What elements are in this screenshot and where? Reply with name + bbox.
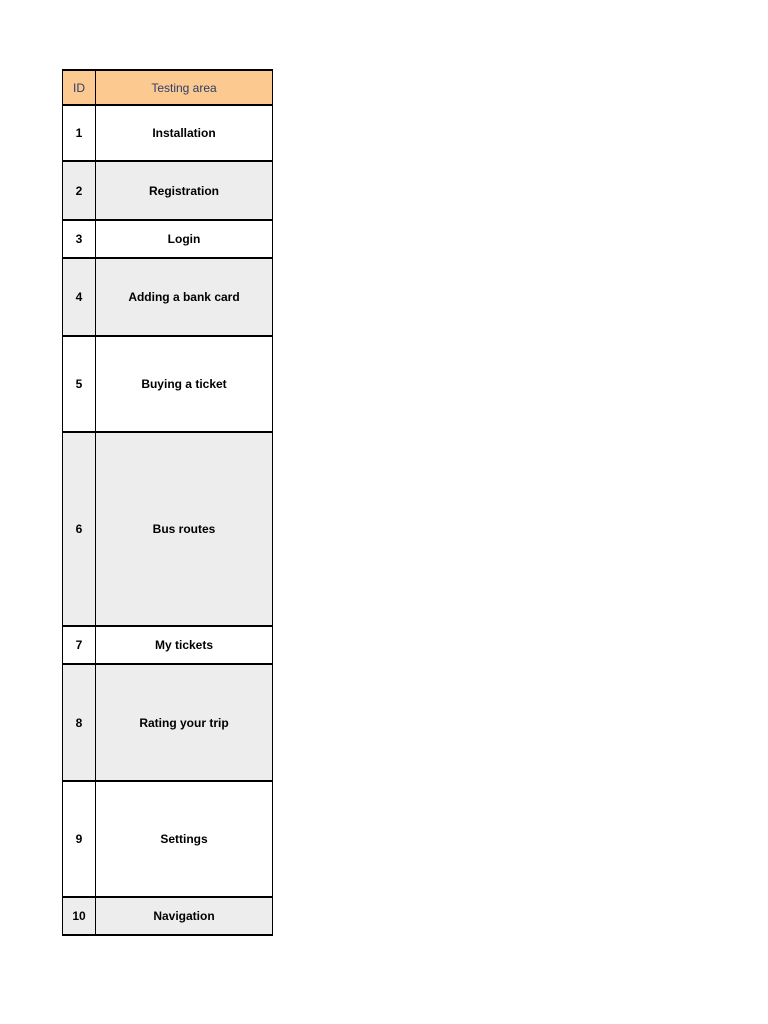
table-row <box>63 626 273 664</box>
row-id: 4 <box>63 258 96 336</box>
table-row <box>63 161 273 220</box>
table-row <box>63 105 273 161</box>
row-testing-area: My tickets <box>96 626 273 664</box>
row-id: 1 <box>63 105 96 161</box>
row-testing-area: Bus routes <box>96 432 273 626</box>
testing-areas-table <box>62 69 273 936</box>
header-id: ID <box>63 70 96 105</box>
table-row <box>63 336 273 432</box>
row-id: 10 <box>63 897 96 935</box>
table-row <box>63 432 273 626</box>
header-testing-area: Testing area <box>96 70 273 105</box>
table-row <box>63 664 273 781</box>
row-id: 8 <box>63 664 96 781</box>
row-testing-area: Navigation <box>96 897 273 935</box>
table-header-row <box>63 70 273 105</box>
row-testing-area: Registration <box>96 161 273 220</box>
row-id: 6 <box>63 432 96 626</box>
table-row <box>63 258 273 336</box>
row-testing-area: Settings <box>96 781 273 897</box>
row-id: 7 <box>63 626 96 664</box>
row-id: 2 <box>63 161 96 220</box>
row-id: 9 <box>63 781 96 897</box>
row-testing-area: Rating your trip <box>96 664 273 781</box>
table-row <box>63 781 273 897</box>
row-testing-area: Adding a bank card <box>96 258 273 336</box>
row-testing-area: Login <box>96 220 273 258</box>
row-id: 3 <box>63 220 96 258</box>
row-testing-area: Installation <box>96 105 273 161</box>
row-id: 5 <box>63 336 96 432</box>
table-row <box>63 897 273 935</box>
row-testing-area: Buying a ticket <box>96 336 273 432</box>
table-row <box>63 220 273 258</box>
